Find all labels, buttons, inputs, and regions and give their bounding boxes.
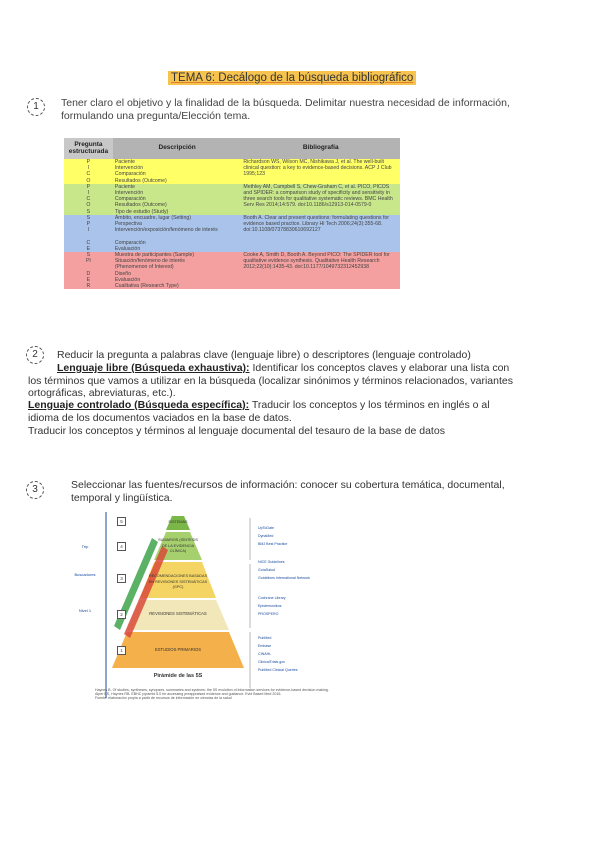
pico-description: Comparación xyxy=(114,196,146,203)
table-header: Bibliografía xyxy=(241,138,400,159)
pico-description: Ámbito, encuadre, lugar (Setting) xyxy=(114,214,191,221)
resource-item[interactable]: ClinicalTrials.gov xyxy=(258,660,286,664)
resource-item[interactable]: CINAHL xyxy=(258,652,272,656)
pico-letter: C xyxy=(86,171,91,178)
section-2-last-line: Traducir los conceptos y términos al lenguaje documental del tesauro de la base de datos xyxy=(28,425,445,437)
left-label-nivel: Nivel 1 xyxy=(78,608,92,613)
section-3-text: Seleccionar las fuentes/recursos de información: conocer su cobertura temática, documental, temporal y lingüística. xyxy=(71,479,505,504)
section-1-text: Tener claro el objetivo y la finalidad de la búsqueda. Delimitar nuestra necesidad de información, formulando una pregunta/Elección tema. xyxy=(61,97,510,122)
resource-item[interactable]: BMJ Best Practice xyxy=(258,542,288,546)
pyramid-caption: Pirámide de las 5S xyxy=(153,673,203,679)
table-row xyxy=(64,215,400,252)
pico-letter: S xyxy=(86,214,91,221)
table-row xyxy=(64,159,400,184)
free-language-text: Identificar los conceptos claves y elaborar una lista con los términos que vamos a utilizar en la búsqueda (localizar sinónimos y términos relacionados, variantes ortográficas, abreviaturas, etc.). xyxy=(28,362,513,399)
pico-description: Evaluación xyxy=(114,245,141,252)
pico-description: Comparación xyxy=(114,239,146,246)
controlled-language-label: Lenguaje controlado (Búsqueda específica): xyxy=(28,399,250,411)
pyramid-label-5: SISTEMAS xyxy=(168,520,188,524)
step-number-3: 3 xyxy=(26,481,44,499)
pico-letter: E xyxy=(86,276,91,283)
section-2-controlled-language xyxy=(28,399,518,424)
pyramid-label-4: SUMARIOS (SÍNTESIS DE LA EVIDENCIA CLÍNICA) xyxy=(158,538,198,553)
pico-description: Intervención xyxy=(114,190,144,197)
free-language-label: Lenguaje libre (Búsqueda exhaustiva): xyxy=(57,362,250,374)
section-2-line1: Reducir la pregunta a palabras clave (lenguaje libre) o descriptores (lenguaje controlado) xyxy=(57,349,471,361)
table-header: Pregunta estructurada xyxy=(64,138,113,159)
description-cell xyxy=(113,184,242,215)
letter-cell xyxy=(64,215,113,252)
left-label-trip: Trip xyxy=(81,544,89,549)
pico-letter: P xyxy=(86,183,91,190)
pico-description: Resultados (Outcome) xyxy=(114,177,167,184)
resource-item[interactable]: Epistemonikos xyxy=(258,604,282,608)
bibliography-cell: Cooke A, Smith D, Booth A. Beyond PICO: The SPIDER tool for qualitative evidence synthesis. Qualitative Health Research 2012;22(10):1435-43. doi:10.1177/1049732312452938 xyxy=(243,252,390,271)
resource-item[interactable]: NICE Guidelines xyxy=(258,560,285,564)
resource-item[interactable]: Cochrane Library xyxy=(258,596,286,600)
pico-letter: I xyxy=(87,227,90,234)
level-number: 1 xyxy=(117,646,126,655)
pico-letter: D xyxy=(86,270,91,277)
pico-letter: I xyxy=(87,165,90,172)
pyramid-figure xyxy=(68,508,253,718)
bibliography-cell: Methley AM, Campbell S, Chew-Graham C, et al. PICO, PICOS and SPIDER: a comparison study of specificity and sensitivity in three search tools for qualitative systematic reviews. BMC Health Serv Res 2014;14:579. doi:10.1186/s12913-014-0579-0 xyxy=(243,183,393,209)
resource-item[interactable]: UpToDate xyxy=(258,526,274,530)
pico-description: Perspectiva xyxy=(114,221,142,228)
level-number: 5 xyxy=(117,517,126,526)
pico-description: Cualitativa (Research Type) xyxy=(114,283,179,290)
pico-description: Comparación xyxy=(114,171,146,178)
pico-letter: S xyxy=(86,208,91,215)
figure-footnotes xyxy=(95,688,395,700)
level-number: 3 xyxy=(117,574,126,583)
table-row xyxy=(64,184,400,215)
pico-letter: I xyxy=(87,190,90,197)
description-cell xyxy=(113,215,242,252)
letter-cell xyxy=(64,252,113,289)
pyramid-label-2: REVISIONES SISTEMÁTICAS xyxy=(149,611,207,616)
pyramid-label-3: RECOMENDACIONES BASADAS EN REVISIONES SISTEMÁTICAS (GPC) xyxy=(148,574,208,589)
description-cell xyxy=(113,252,242,289)
pyramid-label-1: ESTUDIOS PRIMARIOS xyxy=(154,647,202,652)
resource-item[interactable]: PubMed xyxy=(258,636,272,640)
pico-letter: P xyxy=(86,221,91,228)
bibliography-cell: Booth A. Clear and present questions: formulating questions for evidence based practice. Library Hi Tech 2006;24(3):355-68. doi:10.1108/07378830610692127 xyxy=(243,214,390,234)
letter-cell xyxy=(64,159,113,184)
pico-letter: C xyxy=(86,196,91,203)
pico-description: Tipo de estudio (Study) xyxy=(114,208,169,215)
pico-letter: C xyxy=(86,239,91,246)
description-cell xyxy=(113,159,242,184)
footnote: Fuente: elaboración propia a partir de recursos de información en ciencias de la salud xyxy=(95,696,232,700)
pico-letter: P xyxy=(86,159,91,165)
pico-description: Muestra de participantes (Sample) xyxy=(114,252,195,259)
table-header: Descripción xyxy=(113,138,242,159)
pico-description: Resultados (Outcome) xyxy=(114,202,167,209)
pico-letter: R xyxy=(86,283,91,290)
resource-item[interactable]: Embase xyxy=(258,644,272,648)
pico-letter: PI xyxy=(85,258,91,265)
resource-item[interactable]: PROSPERO xyxy=(258,612,279,616)
footnote: Alper BS, Haynes RB. EBHC pyramid 5.0 for accessing preappraised evidence and guidance. Evid Based Med 2016. xyxy=(95,692,282,696)
pico-letter: O xyxy=(86,177,91,184)
resource-item[interactable]: Guidelines International Network xyxy=(258,576,310,580)
pico-description: Paciente xyxy=(114,183,136,190)
pico-description: Intervención/exposición/fenómeno de interés xyxy=(114,227,218,234)
level-number: 2 xyxy=(117,610,126,619)
pico-description: Diseño xyxy=(114,270,131,277)
section-2-free-language xyxy=(28,362,518,400)
controlled-language-text: Traducir los conceptos y los términos en inglés o al idioma de los documentos vaciados en la base de datos. xyxy=(28,399,490,424)
step-number-2: 2 xyxy=(26,346,44,364)
level-number: 4 xyxy=(117,542,126,551)
pico-letter: S xyxy=(86,252,91,259)
table-row xyxy=(64,252,400,289)
bibliography-cell: Richardson WS, Wilson MC, Nishikawa J, et al. The well-built clinical question: a key to evidence-based decisions. ACP J Club 1995;123 xyxy=(243,159,392,178)
left-label-buscadores: Buscadores xyxy=(74,572,96,577)
footnote: Haynes B. Of studies, syntheses, synopses, summaries and systems: the 5S evolution of information services for evidence-based decision making. xyxy=(95,688,329,692)
pico-description: Paciente xyxy=(114,159,136,165)
pico-table xyxy=(64,138,400,289)
letter-cell xyxy=(64,184,113,215)
resource-item[interactable]: PubMed Clinical Queries xyxy=(258,668,298,672)
pico-description: Intervención xyxy=(114,165,144,172)
resource-item[interactable]: GuíaSalud xyxy=(258,568,275,572)
pico-letter: O xyxy=(86,202,91,209)
pico-description: Situación/fenómeno de interés xyxy=(114,258,185,265)
pico-description: Evaluación xyxy=(114,276,141,283)
pico-description: (Phenomenon of Interest) xyxy=(114,264,174,271)
page-title: TEMA 6: Decálogo de la búsqueda bibliográfico xyxy=(168,71,416,85)
step-number-1: 1 xyxy=(27,98,45,116)
resource-item[interactable]: DynaMed xyxy=(258,534,274,538)
resource-list xyxy=(258,526,398,686)
pico-letter: E xyxy=(86,245,91,252)
